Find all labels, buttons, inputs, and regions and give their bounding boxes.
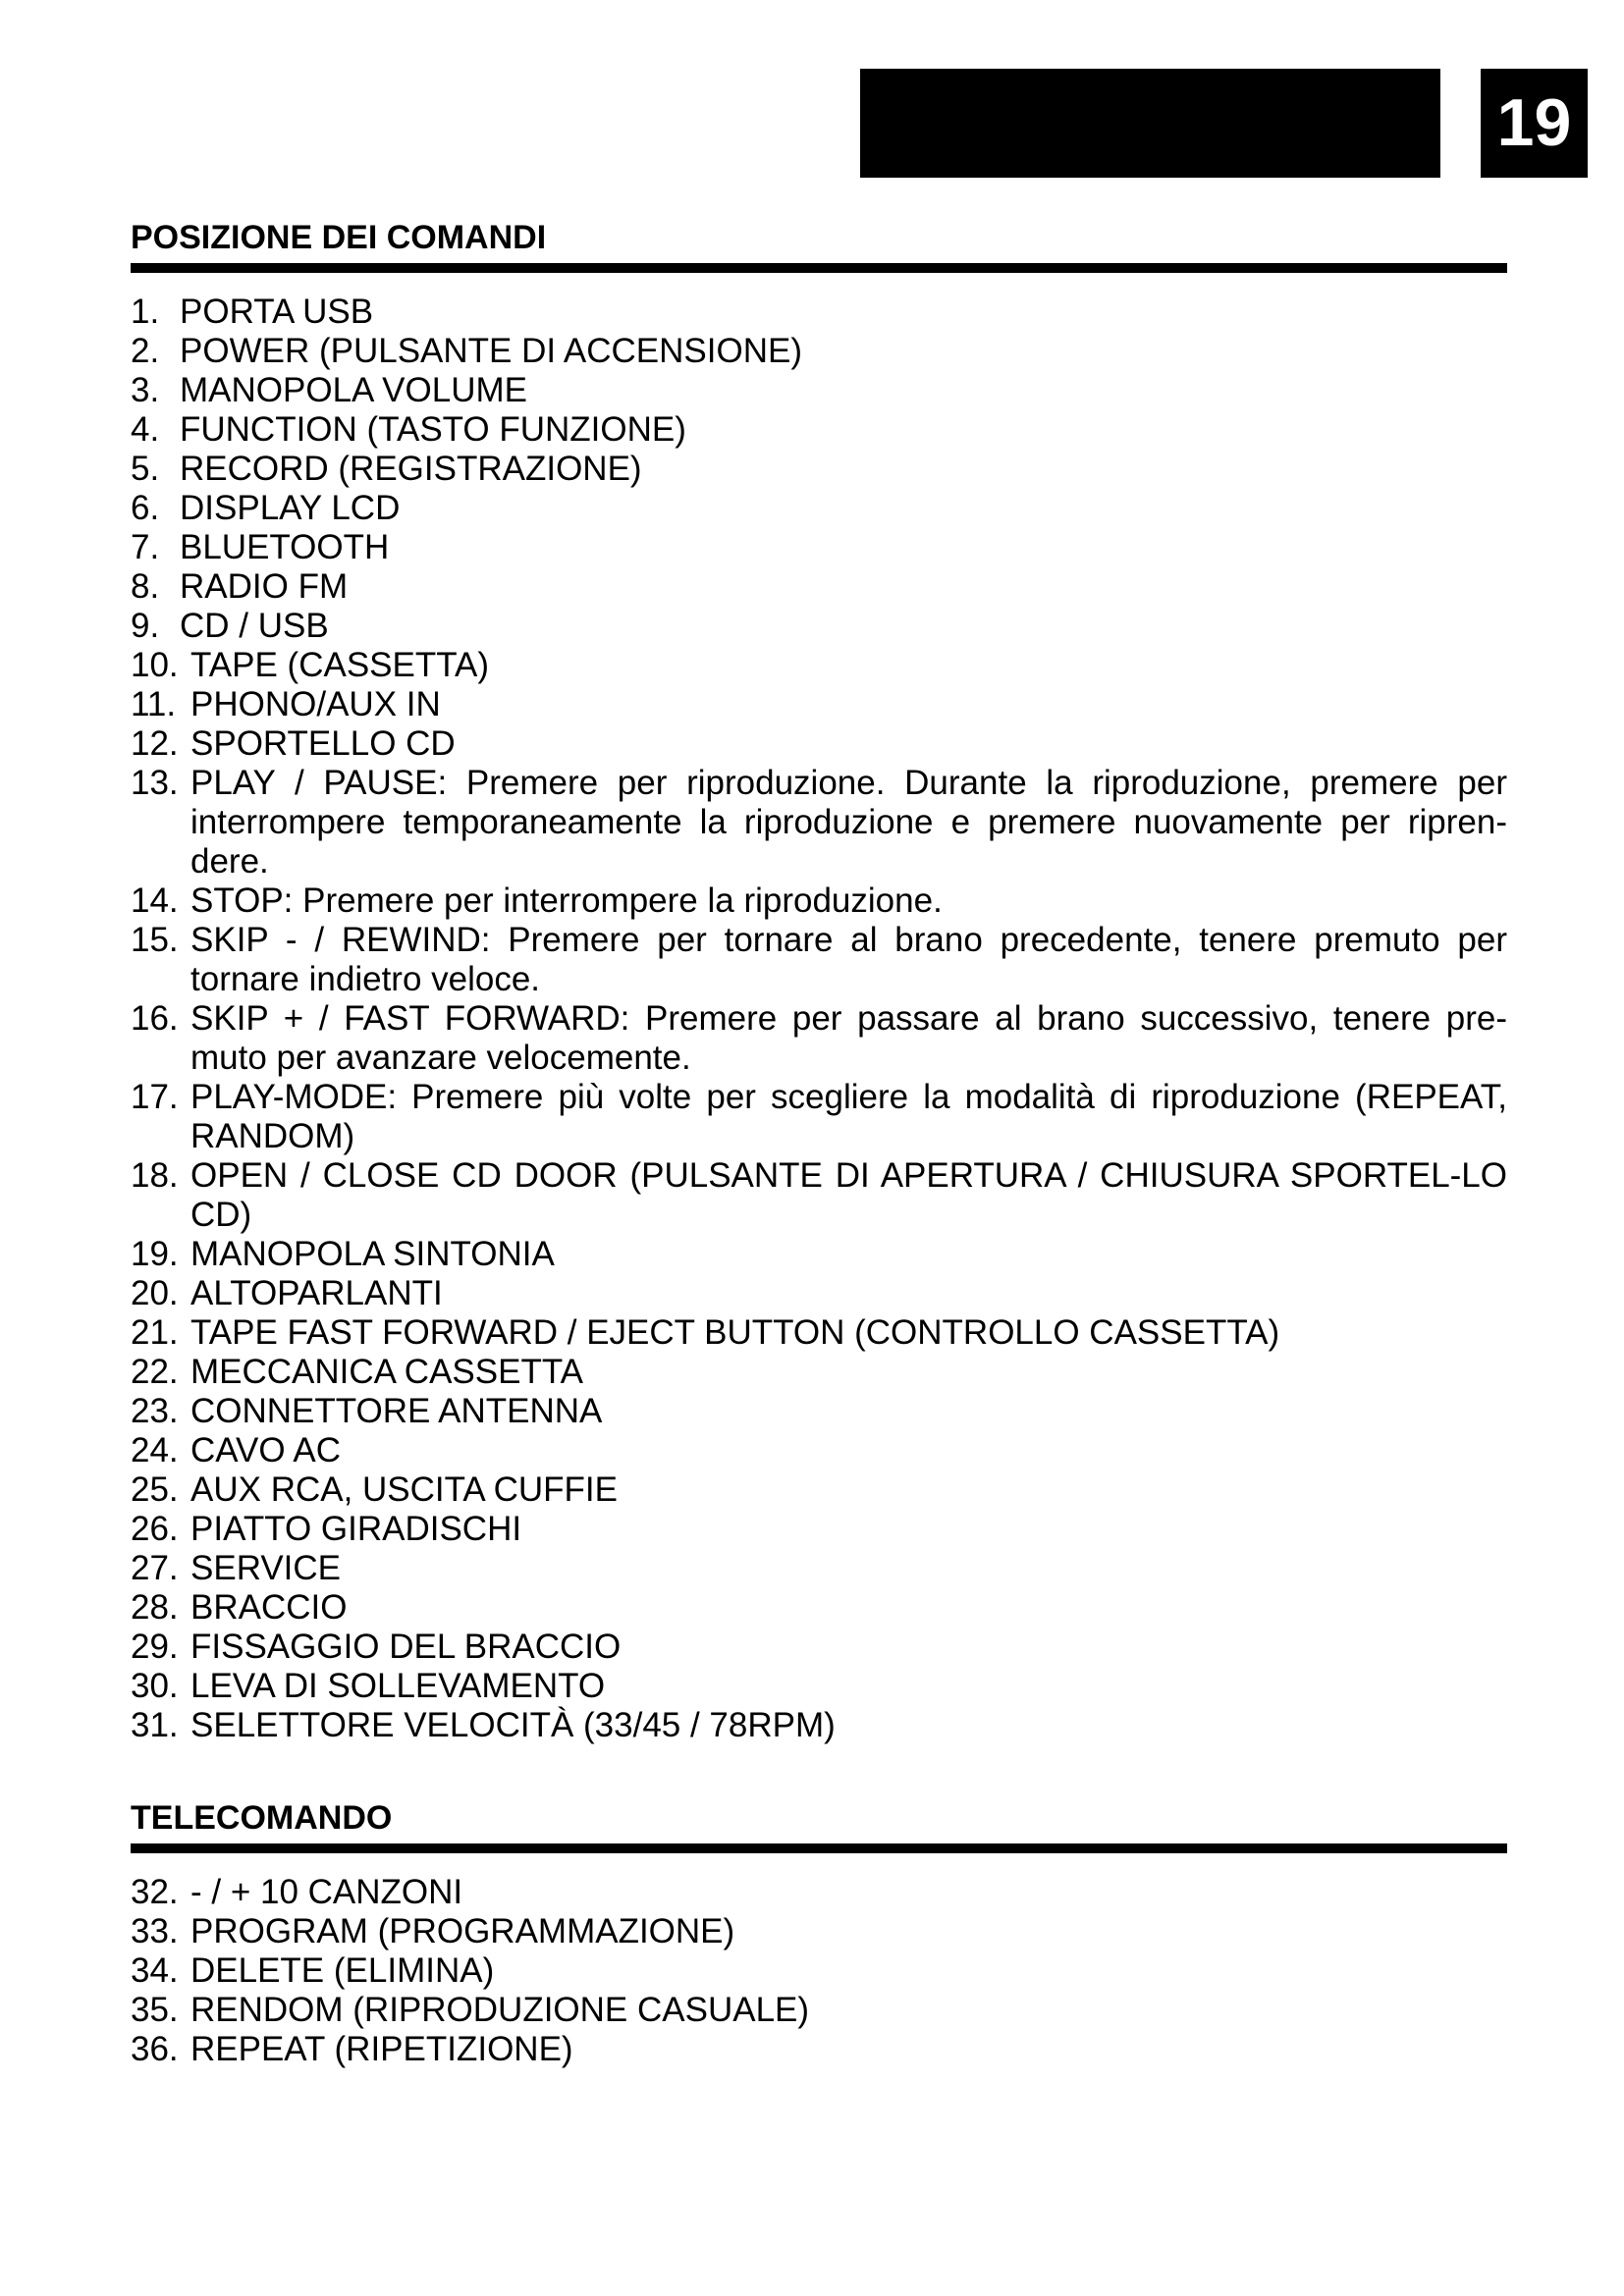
list-item bbox=[131, 371, 1507, 410]
item-number: 29. bbox=[131, 1628, 179, 1666]
item-number: 1. bbox=[131, 293, 160, 331]
list-item bbox=[131, 528, 1507, 567]
item-text: MANOPOLA VOLUME bbox=[180, 371, 527, 409]
list-item bbox=[131, 1431, 1507, 1470]
item-text: SERVICE bbox=[190, 1549, 342, 1587]
item-text: PLAY / PAUSE: Premere per riproduzione. Durante la riproduzione, premere per interrompere temporaneamente la riproduzione e premere nuovamente per ripren-dere. bbox=[190, 764, 1507, 881]
list-item bbox=[131, 1392, 1507, 1431]
section-title: POSIZIONE DEI COMANDI bbox=[131, 219, 547, 256]
item-text: TAPE FAST FORWARD / EJECT BUTTON (CONTROLLO CASSETTA) bbox=[190, 1313, 1280, 1352]
remote-list bbox=[131, 1873, 1507, 2069]
item-text: PHONO/AUX IN bbox=[190, 685, 441, 723]
list-item bbox=[131, 1156, 1507, 1235]
item-number: 32. bbox=[131, 1873, 179, 1911]
page-number: 19 bbox=[1481, 69, 1588, 178]
list-item bbox=[131, 921, 1507, 999]
list-item bbox=[131, 293, 1507, 332]
item-number: 7. bbox=[131, 528, 160, 566]
list-item bbox=[131, 2030, 1507, 2069]
header-bar bbox=[860, 69, 1440, 178]
item-text: ALTOPARLANTI bbox=[190, 1274, 443, 1312]
list-item bbox=[131, 1873, 1507, 1912]
list-item bbox=[131, 881, 1507, 921]
list-item bbox=[131, 332, 1507, 371]
list-item bbox=[131, 567, 1507, 607]
list-item bbox=[131, 1667, 1507, 1706]
item-text: LEVA DI SOLLEVAMENTO bbox=[190, 1667, 606, 1705]
item-text: PLAY-MODE: Premere più volte per scegliere la modalità di riproduzione (REPEAT, RANDOM) bbox=[190, 1078, 1507, 1155]
item-text: CAVO AC bbox=[190, 1431, 342, 1469]
item-text: SKIP + / FAST FORWARD: Premere per passare al brano successivo, tenere pre-muto per avanzare velocemente. bbox=[190, 999, 1507, 1077]
list-item bbox=[131, 999, 1507, 1078]
list-item bbox=[131, 764, 1507, 881]
list-item bbox=[131, 489, 1507, 528]
item-number: 9. bbox=[131, 607, 160, 645]
item-text: PORTA USB bbox=[180, 293, 374, 331]
list-item bbox=[131, 410, 1507, 450]
item-text: CONNETTORE ANTENNA bbox=[190, 1392, 603, 1430]
item-text: SELETTORE VELOCITÀ (33/45 / 78RPM) bbox=[190, 1706, 836, 1744]
item-number: 28. bbox=[131, 1588, 179, 1627]
item-text: CD / USB bbox=[180, 607, 329, 645]
item-text: AUX RCA, USCITA CUFFIE bbox=[190, 1470, 618, 1509]
item-text: PROGRAM (PROGRAMMAZIONE) bbox=[190, 1912, 735, 1950]
item-number: 6. bbox=[131, 489, 160, 527]
item-text: RADIO FM bbox=[180, 567, 349, 606]
item-number: 13. bbox=[131, 764, 179, 802]
list-item bbox=[131, 1078, 1507, 1156]
item-number: 12. bbox=[131, 724, 179, 763]
item-text: DELETE (ELIMINA) bbox=[190, 1951, 495, 1990]
item-number: 21. bbox=[131, 1313, 179, 1352]
list-item bbox=[131, 1588, 1507, 1628]
item-number: 19. bbox=[131, 1235, 179, 1273]
item-number: 4. bbox=[131, 410, 160, 449]
item-number: 14. bbox=[131, 881, 179, 920]
section-posizione-comandi bbox=[131, 218, 1507, 1745]
list-item bbox=[131, 724, 1507, 764]
section-telecomando bbox=[131, 1798, 1507, 2069]
item-text: FUNCTION (TASTO FUNZIONE) bbox=[180, 410, 686, 449]
list-item bbox=[131, 1470, 1507, 1510]
list-item bbox=[131, 1991, 1507, 2030]
item-text: RENDOM (RIPRODUZIONE CASUALE) bbox=[190, 1991, 810, 2029]
item-number: 16. bbox=[131, 999, 179, 1038]
list-item bbox=[131, 1549, 1507, 1588]
controls-list bbox=[131, 293, 1507, 1745]
item-text: STOP: Premere per interrompere la riproduzione. bbox=[190, 881, 943, 920]
item-number: 35. bbox=[131, 1991, 179, 2029]
item-text: TAPE (CASSETTA) bbox=[190, 646, 490, 684]
list-item bbox=[131, 1274, 1507, 1313]
item-text: MECCANICA CASSETTA bbox=[190, 1353, 583, 1391]
section-divider bbox=[131, 263, 1507, 273]
list-item bbox=[131, 1235, 1507, 1274]
item-number: 3. bbox=[131, 371, 160, 409]
item-number: 11. bbox=[131, 685, 177, 723]
item-number: 30. bbox=[131, 1667, 179, 1705]
item-text: POWER (PULSANTE DI ACCENSIONE) bbox=[180, 332, 802, 370]
item-number: 24. bbox=[131, 1431, 179, 1469]
item-text: OPEN / CLOSE CD DOOR (PULSANTE DI APERTURA / CHIUSURA SPORTEL-LO CD) bbox=[190, 1156, 1507, 1234]
item-text: MANOPOLA SINTONIA bbox=[190, 1235, 555, 1273]
item-number: 34. bbox=[131, 1951, 179, 1990]
list-item bbox=[131, 1313, 1507, 1353]
list-item bbox=[131, 1353, 1507, 1392]
item-number: 20. bbox=[131, 1274, 179, 1312]
item-number: 2. bbox=[131, 332, 160, 370]
item-text: SPORTELLO CD bbox=[190, 724, 456, 763]
list-item bbox=[131, 685, 1507, 724]
item-number: 15. bbox=[131, 921, 179, 959]
item-text: DISPLAY LCD bbox=[180, 489, 401, 527]
list-item bbox=[131, 1510, 1507, 1549]
item-number: 36. bbox=[131, 2030, 179, 2068]
section-divider bbox=[131, 1843, 1507, 1853]
item-text: RECORD (REGISTRAZIONE) bbox=[180, 450, 642, 488]
list-item bbox=[131, 1912, 1507, 1951]
item-text: SKIP - / REWIND: Premere per tornare al brano precedente, tenere premuto per tornare indietro veloce. bbox=[190, 921, 1507, 998]
list-item bbox=[131, 1706, 1507, 1745]
list-item bbox=[131, 1628, 1507, 1667]
list-item bbox=[131, 607, 1507, 646]
item-text: BLUETOOTH bbox=[180, 528, 390, 566]
item-text: FISSAGGIO DEL BRACCIO bbox=[190, 1628, 622, 1666]
list-item bbox=[131, 450, 1507, 489]
item-text: REPEAT (RIPETIZIONE) bbox=[190, 2030, 573, 2068]
item-number: 25. bbox=[131, 1470, 179, 1509]
item-number: 27. bbox=[131, 1549, 179, 1587]
item-number: 31. bbox=[131, 1706, 179, 1744]
item-number: 26. bbox=[131, 1510, 179, 1548]
item-number: 22. bbox=[131, 1353, 179, 1391]
item-number: 23. bbox=[131, 1392, 179, 1430]
item-text: - / + 10 CANZONI bbox=[190, 1873, 463, 1911]
item-number: 33. bbox=[131, 1912, 179, 1950]
item-text: PIATTO GIRADISCHI bbox=[190, 1510, 522, 1548]
list-item bbox=[131, 1951, 1507, 1991]
item-number: 10. bbox=[131, 646, 179, 684]
item-number: 5. bbox=[131, 450, 160, 488]
section-title: TELECOMANDO bbox=[131, 1799, 393, 1837]
item-text: BRACCIO bbox=[190, 1588, 348, 1627]
list-item bbox=[131, 646, 1507, 685]
item-number: 17. bbox=[131, 1078, 179, 1116]
item-number: 18. bbox=[131, 1156, 179, 1195]
item-number: 8. bbox=[131, 567, 160, 606]
